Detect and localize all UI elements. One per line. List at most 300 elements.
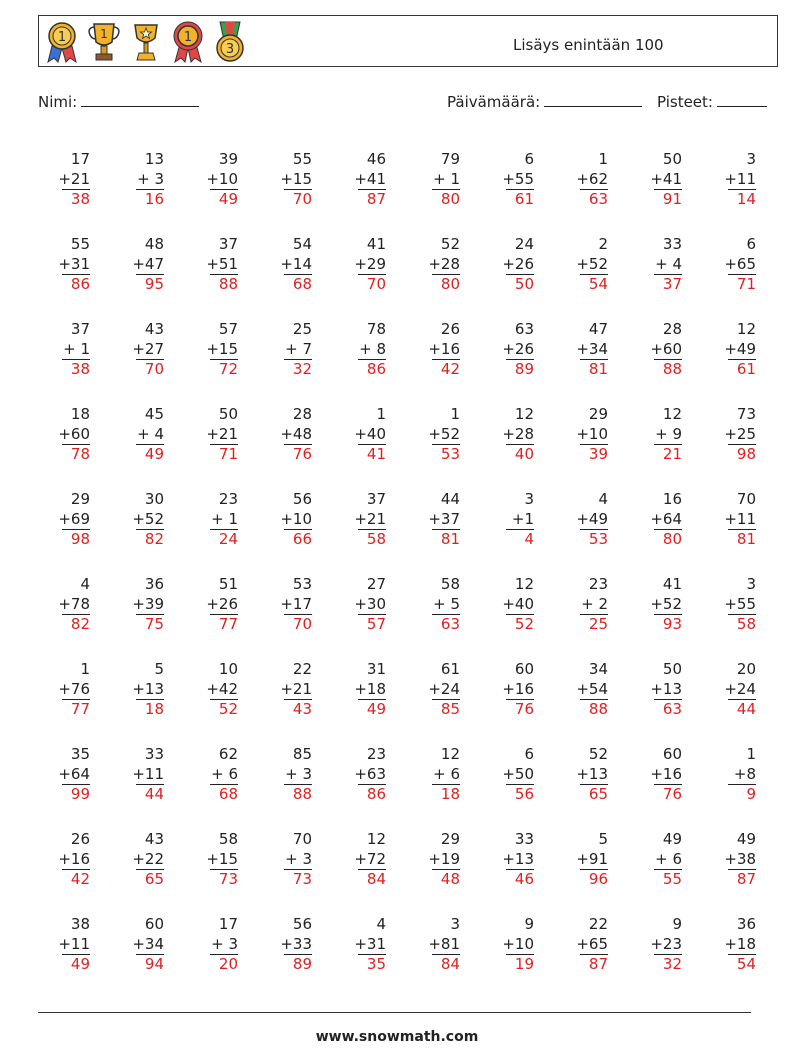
addition-problem (306, 745, 386, 805)
addition-problem (158, 320, 238, 380)
addition-problem (528, 320, 608, 380)
answer: 18 (136, 699, 164, 720)
addend-top: 6 (524, 150, 534, 168)
addition-problem (676, 150, 756, 210)
answer: 86 (358, 784, 386, 805)
addend-bottom: +10 (502, 934, 534, 953)
answer: 71 (728, 274, 756, 295)
answer: 65 (136, 869, 164, 890)
answer: 88 (210, 274, 238, 295)
addend-bottom: + 1 (63, 339, 90, 358)
addition-problem (528, 830, 608, 890)
addition-problem (454, 575, 534, 635)
addend-bottom: +60 (58, 424, 90, 443)
addend-top: 26 (440, 320, 460, 338)
addend-bottom: +10 (576, 424, 608, 443)
answer: 73 (210, 869, 238, 890)
addend-bottom: +41 (650, 169, 682, 188)
addend-bottom: +69 (58, 509, 90, 528)
addend-top: 36 (144, 575, 164, 593)
addend-bottom: + 8 (359, 339, 386, 358)
addition-problem (602, 745, 682, 805)
date-label: Päivämäärä: (447, 93, 541, 111)
addition-problem (232, 575, 312, 635)
answer: 32 (654, 954, 682, 975)
addition-problem (232, 235, 312, 295)
addend-top: 70 (736, 490, 756, 508)
addend-bottom: +64 (650, 509, 682, 528)
addend-top: 17 (70, 150, 90, 168)
addend-bottom: +39 (132, 594, 164, 613)
answer: 73 (284, 869, 312, 890)
addition-problem (158, 575, 238, 635)
addition-problem (676, 490, 756, 550)
addend-top: 50 (218, 405, 238, 423)
addend-top: 6 (524, 745, 534, 763)
addend-top: 55 (70, 235, 90, 253)
addition-problem (528, 405, 608, 465)
addition-problem (158, 150, 238, 210)
addend-bottom: +10 (280, 509, 312, 528)
addend-bottom: +37 (428, 509, 460, 528)
answer: 14 (728, 189, 756, 210)
addend-top: 60 (662, 745, 682, 763)
addend-top: 4 (598, 490, 608, 508)
addition-problem (380, 320, 460, 380)
addend-top: 12 (514, 405, 534, 423)
addition-problem (158, 915, 238, 975)
addition-problem (602, 830, 682, 890)
addend-bottom: +10 (206, 169, 238, 188)
answer: 61 (728, 359, 756, 380)
answer: 63 (580, 189, 608, 210)
answer: 37 (654, 274, 682, 295)
addend-bottom: +40 (354, 424, 386, 443)
addend-top: 34 (588, 660, 608, 678)
addition-problem (602, 405, 682, 465)
addition-problem (676, 830, 756, 890)
answer: 16 (136, 189, 164, 210)
answer: 66 (284, 529, 312, 550)
addition-problem (306, 660, 386, 720)
addend-top: 48 (144, 235, 164, 253)
addend-bottom: +33 (280, 934, 312, 953)
answer: 76 (284, 444, 312, 465)
addend-top: 26 (70, 830, 90, 848)
addend-top: 23 (588, 575, 608, 593)
addition-problem (306, 575, 386, 635)
addend-top: 62 (218, 745, 238, 763)
addend-bottom: +76 (58, 679, 90, 698)
answer: 9 (728, 784, 756, 805)
addend-top: 30 (144, 490, 164, 508)
addend-top: 33 (514, 830, 534, 848)
addend-bottom: +28 (502, 424, 534, 443)
answer: 42 (62, 869, 90, 890)
answer: 88 (284, 784, 312, 805)
addend-bottom: +21 (280, 679, 312, 698)
addend-top: 1 (598, 150, 608, 168)
name-field[interactable] (38, 92, 199, 111)
answer: 82 (136, 529, 164, 550)
addend-top: 46 (366, 150, 386, 168)
addend-bottom: +24 (428, 679, 460, 698)
answer: 78 (62, 444, 90, 465)
addition-problem (232, 490, 312, 550)
addend-bottom: +11 (132, 764, 164, 783)
answer: 40 (506, 444, 534, 465)
addend-top: 56 (292, 915, 312, 933)
addend-bottom: +52 (132, 509, 164, 528)
addend-bottom: +19 (428, 849, 460, 868)
answer: 65 (580, 784, 608, 805)
answer: 86 (62, 274, 90, 295)
addend-bottom: +65 (724, 254, 756, 273)
answer: 81 (728, 529, 756, 550)
addend-top: 33 (144, 745, 164, 763)
addition-problem (84, 830, 164, 890)
addend-top: 45 (144, 405, 164, 423)
addition-problem (306, 830, 386, 890)
addend-top: 37 (70, 320, 90, 338)
addition-problem (528, 490, 608, 550)
addend-bottom: +64 (58, 764, 90, 783)
addition-problem (454, 915, 534, 975)
addition-problem (602, 660, 682, 720)
svg-text:1: 1 (183, 30, 193, 45)
answer: 76 (654, 784, 682, 805)
answer: 80 (654, 529, 682, 550)
addend-top: 50 (662, 150, 682, 168)
addition-problem (232, 660, 312, 720)
addend-top: 12 (736, 320, 756, 338)
addition-problem (10, 575, 90, 635)
addend-top: 17 (218, 915, 238, 933)
answer: 81 (580, 359, 608, 380)
award-icons (44, 20, 248, 64)
addend-top: 53 (292, 575, 312, 593)
addend-bottom: +65 (576, 934, 608, 953)
addend-bottom: +47 (132, 254, 164, 273)
answer: 38 (62, 189, 90, 210)
answer: 53 (432, 444, 460, 465)
addend-top: 2 (598, 235, 608, 253)
addend-top: 1 (746, 745, 756, 763)
answer: 94 (136, 954, 164, 975)
addition-problem (602, 915, 682, 975)
addend-top: 39 (218, 150, 238, 168)
addition-problem (380, 490, 460, 550)
addend-bottom: +13 (576, 764, 608, 783)
addition-problem (602, 150, 682, 210)
addend-bottom: +81 (428, 934, 460, 953)
answer: 44 (136, 784, 164, 805)
addition-problem (158, 660, 238, 720)
answer: 38 (62, 359, 90, 380)
addition-problem (84, 660, 164, 720)
addition-problem (676, 575, 756, 635)
addend-top: 41 (662, 575, 682, 593)
addend-top: 29 (588, 405, 608, 423)
answer: 98 (62, 529, 90, 550)
addend-top: 12 (514, 575, 534, 593)
addend-bottom: +42 (206, 679, 238, 698)
answer: 88 (654, 359, 682, 380)
addend-bottom: +50 (502, 764, 534, 783)
addition-problem (528, 575, 608, 635)
addition-problem (10, 830, 90, 890)
medal-1-icon (44, 20, 80, 64)
addition-problem (232, 830, 312, 890)
addend-top: 57 (218, 320, 238, 338)
answer: 54 (728, 954, 756, 975)
addend-top: 58 (440, 575, 460, 593)
addend-bottom: +11 (724, 169, 756, 188)
addend-bottom: +22 (132, 849, 164, 868)
addend-top: 36 (736, 915, 756, 933)
answer: 52 (506, 614, 534, 635)
answer: 49 (62, 954, 90, 975)
answer: 35 (358, 954, 386, 975)
addend-top: 16 (662, 490, 682, 508)
date-line (544, 92, 642, 107)
addition-problem (528, 745, 608, 805)
addend-bottom: +16 (650, 764, 682, 783)
addend-bottom: +31 (354, 934, 386, 953)
addition-problem (602, 320, 682, 380)
answer: 77 (210, 614, 238, 635)
addend-top: 52 (588, 745, 608, 763)
addition-problem (528, 235, 608, 295)
addend-top: 52 (440, 235, 460, 253)
addend-top: 56 (292, 490, 312, 508)
answer: 18 (432, 784, 460, 805)
addition-problem (528, 150, 608, 210)
answer: 58 (358, 529, 386, 550)
addition-problem (306, 150, 386, 210)
addend-bottom: +52 (576, 254, 608, 273)
answer: 89 (506, 359, 534, 380)
addend-top: 28 (662, 320, 682, 338)
addend-bottom: +28 (428, 254, 460, 273)
addend-top: 78 (366, 320, 386, 338)
addition-problem (232, 320, 312, 380)
addend-bottom: +8 (733, 764, 756, 783)
addend-bottom: +11 (724, 509, 756, 528)
answer: 86 (358, 359, 386, 380)
answer: 63 (654, 699, 682, 720)
addition-problem (306, 405, 386, 465)
addend-top: 4 (376, 915, 386, 933)
addition-problem (84, 150, 164, 210)
addend-bottom: + 3 (211, 934, 238, 953)
addend-bottom: +34 (132, 934, 164, 953)
score-line (717, 92, 767, 107)
rosette-1-icon (170, 20, 206, 64)
addend-bottom: +16 (502, 679, 534, 698)
addition-problem (306, 490, 386, 550)
addition-problem (602, 235, 682, 295)
addend-bottom: + 4 (137, 424, 164, 443)
addition-problem (232, 745, 312, 805)
addend-bottom: + 4 (655, 254, 682, 273)
addend-top: 37 (218, 235, 238, 253)
addend-top: 63 (514, 320, 534, 338)
addend-top: 54 (292, 235, 312, 253)
addition-problem (158, 830, 238, 890)
addend-bottom: + 3 (285, 849, 312, 868)
answer: 49 (210, 189, 238, 210)
addend-bottom: +91 (576, 849, 608, 868)
addend-top: 4 (80, 575, 90, 593)
addend-bottom: +26 (206, 594, 238, 613)
answer: 20 (210, 954, 238, 975)
addend-bottom: +15 (206, 849, 238, 868)
addend-bottom: +26 (502, 254, 534, 273)
name-label: Nimi: (38, 93, 78, 111)
addend-bottom: + 3 (137, 169, 164, 188)
addition-problem (676, 405, 756, 465)
addend-bottom: +15 (206, 339, 238, 358)
addition-problem (306, 915, 386, 975)
addition-problem (10, 660, 90, 720)
date-field[interactable] (447, 92, 642, 111)
addition-problem (84, 575, 164, 635)
answer: 70 (284, 614, 312, 635)
answer: 58 (728, 614, 756, 635)
addend-bottom: +1 (511, 509, 534, 528)
medal-3-icon (212, 20, 248, 64)
answer: 21 (654, 444, 682, 465)
addend-top: 85 (292, 745, 312, 763)
addition-problem (380, 915, 460, 975)
addition-problem (454, 150, 534, 210)
addend-bottom: +24 (724, 679, 756, 698)
addition-problem (380, 830, 460, 890)
addition-problem (676, 745, 756, 805)
answer: 99 (62, 784, 90, 805)
addend-bottom: +41 (354, 169, 386, 188)
score-field[interactable] (657, 92, 767, 111)
answer: 70 (136, 359, 164, 380)
answer: 70 (358, 274, 386, 295)
addend-bottom: +60 (650, 339, 682, 358)
addend-bottom: +17 (280, 594, 312, 613)
addend-bottom: +78 (58, 594, 90, 613)
addend-top: 3 (524, 490, 534, 508)
addend-bottom: + 6 (655, 849, 682, 868)
addend-top: 60 (144, 915, 164, 933)
addend-top: 70 (292, 830, 312, 848)
answer: 95 (136, 274, 164, 295)
addend-bottom: +54 (576, 679, 608, 698)
svg-text:1: 1 (100, 27, 108, 41)
addend-top: 27 (366, 575, 386, 593)
addend-top: 5 (598, 830, 608, 848)
addend-top: 55 (292, 150, 312, 168)
footer-divider (38, 1012, 751, 1013)
addend-bottom: +27 (132, 339, 164, 358)
addend-top: 10 (218, 660, 238, 678)
addend-top: 22 (292, 660, 312, 678)
addition-problem (380, 575, 460, 635)
addition-problem (676, 320, 756, 380)
addition-problem (454, 235, 534, 295)
addend-bottom: + 1 (433, 169, 460, 188)
trophy-star-icon (128, 20, 164, 64)
addend-top: 28 (292, 405, 312, 423)
addend-top: 51 (218, 575, 238, 593)
addend-top: 79 (440, 150, 460, 168)
addend-top: 73 (736, 405, 756, 423)
answer: 68 (210, 784, 238, 805)
addition-problem (10, 490, 90, 550)
answer: 55 (654, 869, 682, 890)
addend-top: 18 (70, 405, 90, 423)
answer: 41 (358, 444, 386, 465)
addition-problem (10, 745, 90, 805)
addition-problem (676, 660, 756, 720)
addition-problem (676, 235, 756, 295)
answer: 25 (580, 614, 608, 635)
addition-problem (602, 490, 682, 550)
answer: 46 (506, 869, 534, 890)
answer: 82 (62, 614, 90, 635)
answer: 75 (136, 614, 164, 635)
addend-bottom: +13 (502, 849, 534, 868)
addition-problem (380, 405, 460, 465)
addend-top: 29 (440, 830, 460, 848)
addend-top: 49 (662, 830, 682, 848)
answer: 48 (432, 869, 460, 890)
svg-text:1: 1 (57, 30, 67, 45)
addition-problem (84, 915, 164, 975)
addend-top: 43 (144, 320, 164, 338)
addition-problem (10, 320, 90, 380)
addend-top: 44 (440, 490, 460, 508)
addend-top: 38 (70, 915, 90, 933)
addend-bottom: +49 (724, 339, 756, 358)
addend-top: 50 (662, 660, 682, 678)
answer: 53 (580, 529, 608, 550)
answer: 52 (210, 699, 238, 720)
addition-problem (380, 235, 460, 295)
answer: 50 (506, 274, 534, 295)
addend-top: 31 (366, 660, 386, 678)
addition-problem (454, 405, 534, 465)
addition-problem (602, 575, 682, 635)
answer: 32 (284, 359, 312, 380)
answer: 43 (284, 699, 312, 720)
addition-problem (306, 235, 386, 295)
answer: 49 (358, 699, 386, 720)
addition-problem (454, 745, 534, 805)
addend-bottom: +21 (58, 169, 90, 188)
answer: 61 (506, 189, 534, 210)
addition-problem (10, 235, 90, 295)
addend-top: 24 (514, 235, 534, 253)
answer: 84 (358, 869, 386, 890)
addend-bottom: +16 (428, 339, 460, 358)
answer: 4 (506, 529, 534, 550)
addend-top: 47 (588, 320, 608, 338)
addend-bottom: +63 (354, 764, 386, 783)
addition-problem (158, 745, 238, 805)
addend-bottom: +49 (576, 509, 608, 528)
answer: 77 (62, 699, 90, 720)
answer: 85 (432, 699, 460, 720)
addend-bottom: +55 (502, 169, 534, 188)
